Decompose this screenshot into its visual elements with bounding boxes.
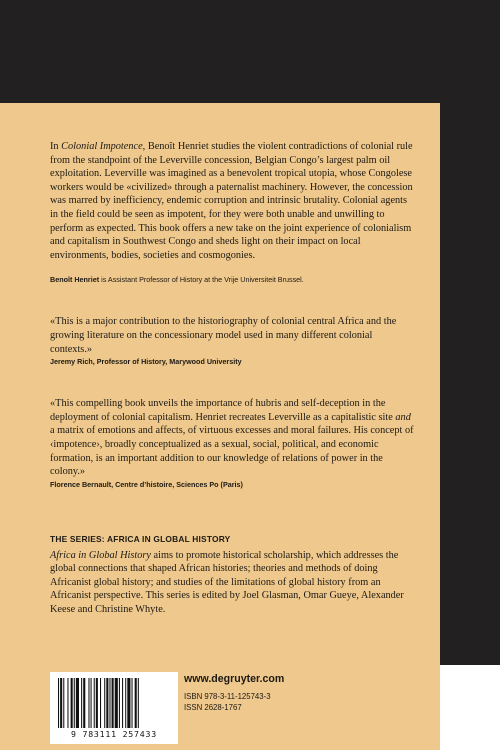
review-quote-2 bbox=[50, 397, 416, 479]
isbn-text: ISBN 978-3-11-125743-3 bbox=[184, 692, 271, 701]
review-quote-2-part1: «This compelling book unveils the importance of hubris and self-deception in the deployment of colonial capitalism. Henriet recreates Leverville as a capitalistic site bbox=[50, 398, 396, 423]
book-title-italic: Colonial Impotence bbox=[61, 141, 143, 152]
barcode-bar bbox=[104, 678, 105, 728]
series-name-italic: Africa in Global History bbox=[50, 549, 151, 561]
barcode-bar bbox=[67, 678, 68, 728]
blurb-text: , Benoît Henriet studies the violent contradictions of colonial rule from the standpoint of the Leverville concession, Belgian Congo’s largest palm oil exploitation. Leverville was imagined as a benevolent tropical utopia, whose Congolese workers would be «civilized» through a paternalist machinery. However, the concession was marred by inefficiency, endemic corruption and intrinsic brutality. Colonial agents in the field could be seen as impotent, for they were both unable and unwilling to perform as expected. This book offers a new take on the joint experience of colonialism and capitalism in Southwest Congo and sheds light on their impact on local environments, bodies, societies and cosmogonies. bbox=[50, 141, 413, 261]
blurb-lead: In bbox=[50, 141, 62, 152]
barcode-bar bbox=[81, 678, 82, 728]
author-name: Benoît Henriet bbox=[50, 275, 100, 285]
barcode-bar bbox=[138, 678, 139, 728]
review-attribution-2: Florence Bernault, Centre d’histoire, Sciences Po (Paris) bbox=[50, 479, 243, 489]
barcode-bar bbox=[100, 678, 101, 728]
cover-content bbox=[50, 140, 416, 617]
barcode-bar bbox=[132, 678, 133, 728]
author-bio-text: is Assistant Professor of History at the Vrije Universiteit Brussel. bbox=[99, 275, 304, 285]
series-heading: THE SERIES: AFRICA IN GLOBAL HISTORY bbox=[50, 533, 231, 544]
barcode-bar bbox=[58, 678, 59, 728]
barcode-bar bbox=[122, 678, 123, 728]
barcode-bar bbox=[135, 678, 137, 728]
barcode-bar bbox=[125, 678, 126, 728]
review-quote-2-emphasis: and bbox=[395, 411, 411, 423]
isbn-barcode bbox=[50, 672, 178, 744]
barcode-bar bbox=[63, 678, 64, 728]
issn-text: ISSN 2628-1767 bbox=[184, 703, 242, 712]
series-text: aims to promote historical scholarship, which addresses the global connections that shaped African histories; theories and methods of doing Africanist global history; and studies of the limitations of global history from an Africanist perspective. This series is edited by Joel Glasman, Omar Gueye, Alexander Keese and Christine Whyte. bbox=[50, 549, 404, 616]
barcode-bars bbox=[58, 678, 172, 728]
barcode-bar bbox=[83, 678, 85, 728]
barcode-bar bbox=[60, 678, 62, 728]
review-quote-1: «This is a major contribution to the historiography of colonial central Africa and the growing literature on the concessionary model used in many different colonial contexts.» bbox=[50, 316, 397, 355]
barcode-bar bbox=[127, 678, 130, 728]
barcode-bar bbox=[88, 678, 89, 728]
barcode-bar bbox=[91, 678, 92, 728]
publisher-info bbox=[184, 673, 284, 713]
book-blurb bbox=[50, 140, 416, 262]
barcode-bar bbox=[112, 678, 114, 728]
barcode-bar bbox=[74, 678, 75, 728]
barcode-bar bbox=[119, 678, 120, 728]
barcode-bar bbox=[106, 678, 108, 728]
series-description bbox=[50, 549, 416, 617]
review-quote-2-part2: a matrix of emotions and affects, of virtuous excesses and moral failures. His concept of ‹impotence›, broadly conceptualized as a sexual, social, political, and economic formation, is an important addition to our knowledge of relations of power in the colony.» bbox=[50, 425, 414, 478]
barcode-bar bbox=[96, 678, 98, 728]
barcode-bar bbox=[109, 678, 110, 728]
barcode-bar bbox=[115, 678, 118, 728]
review-attribution-1: Jeremy Rich, Professor of History, Marywood University bbox=[50, 357, 242, 367]
publisher-url: www.degruyter.com bbox=[184, 673, 285, 685]
barcode-bar bbox=[94, 678, 95, 728]
barcode-bar bbox=[71, 678, 73, 728]
barcode-bar bbox=[76, 678, 79, 728]
author-bio bbox=[50, 275, 416, 285]
barcode-number: 9 783111 257433 bbox=[71, 729, 157, 739]
